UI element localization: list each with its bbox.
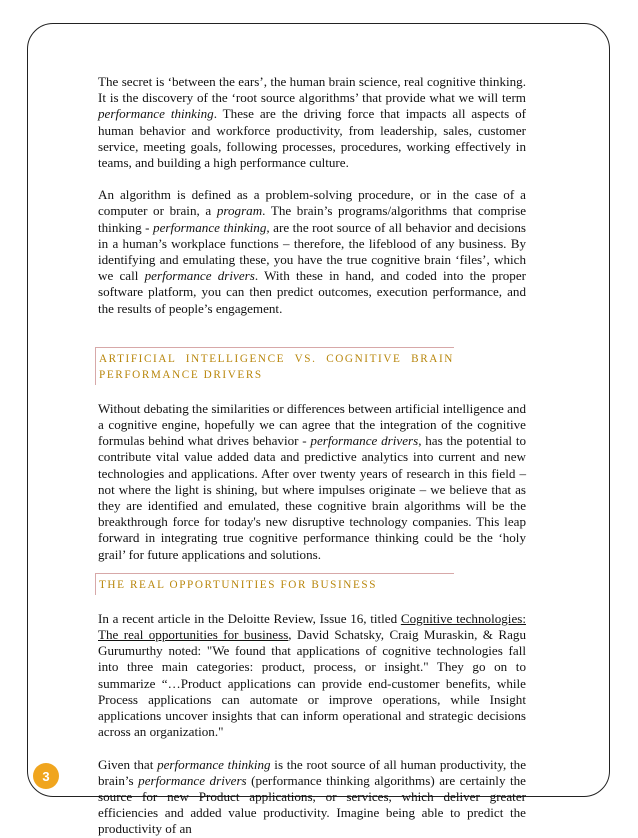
section-heading-ai-vs-cognitive: ARTIFICIAL INTELLIGENCE VS. COGNITIVE BRAIN PERFORMANCE DRIVERS xyxy=(95,347,454,385)
section-heading-real-opportunities: THE REAL OPPORTUNITIES FOR BUSINESS xyxy=(95,573,454,595)
paragraph-without-debating: Without debating the similarities or differences between artificial intelligence and a cognitive engine, hopefully we can agree that the integration of the cognitive formulas behind what drives behavior - performance drivers, has the potential to contribute vital value added data and predictive analytics into current and new technologies and applications. After over twenty years of research in this field – not where the light is shining, but where impulses originate – we believe that as they are identified and emulated, these cognitive brain algorithms will be the breakthrough force for today's new disruptive technology companies. This leap forward in integrating true cognitive performance thinking could be the ‘holy grail’ for future applications and solutions. xyxy=(98,400,526,562)
paragraph-deloitte: In a recent article in the Deloitte Review, Issue 16, titled Cognitive technologies: The real opportunities for business, David Schatsky, Craig Muraskin, & Ragu Gurumurthy noted: "We found that applications of cognitive technologies fall into three main categories: product, process, or insight." They go on to summarize “…Product applications can provide end-customer benefits, while Process applications can automate or improve operations, while Insight applications uncover insights that can inform operational and strategic decisions across an organization." xyxy=(98,610,526,740)
article-title-link[interactable]: Cognitive technologies: The real opportunities for business xyxy=(98,610,526,643)
document-body xyxy=(98,74,526,838)
paragraph-algorithm: An algorithm is defined as a problem-solving procedure, or in the case of a computer or brain, a program. The brain’s programs/algorithms that comprise thinking - performance thinking, are the root source of all behavior and decisions in a human’s workplace functions – therefore, the lifeblood of any business. By identifying and emulating these, you have the true cognitive brain ‘files’, which we call performance drivers. With these in hand, and coded into the proper software platform, you can then predict outcomes, execution performance, and the results of people’s engagement. xyxy=(98,187,527,316)
page-number-badge: 3 xyxy=(33,763,59,789)
paragraph-given-that: Given that performance thinking is the root source of all human productivity, the brain’s performance drivers (performance thinking algorithms) are certainly the source for new Product applications, or services, which deliver greater efficiencies and added value productivity. Imagine being able to predict the productivity of an xyxy=(98,756,527,837)
paragraph-secret: The secret is ‘between the ears’, the human brain science, real cognitive thinking. It is the discovery of the ‘root source algorithms’ that provide what we will term performance thinking. These are the driving force that impacts all aspects of human behavior and workforce productivity, from leadership, sales, customer service, meeting goals, following processes, procedures, working effectively in teams, and building a high performance culture. xyxy=(98,74,526,171)
